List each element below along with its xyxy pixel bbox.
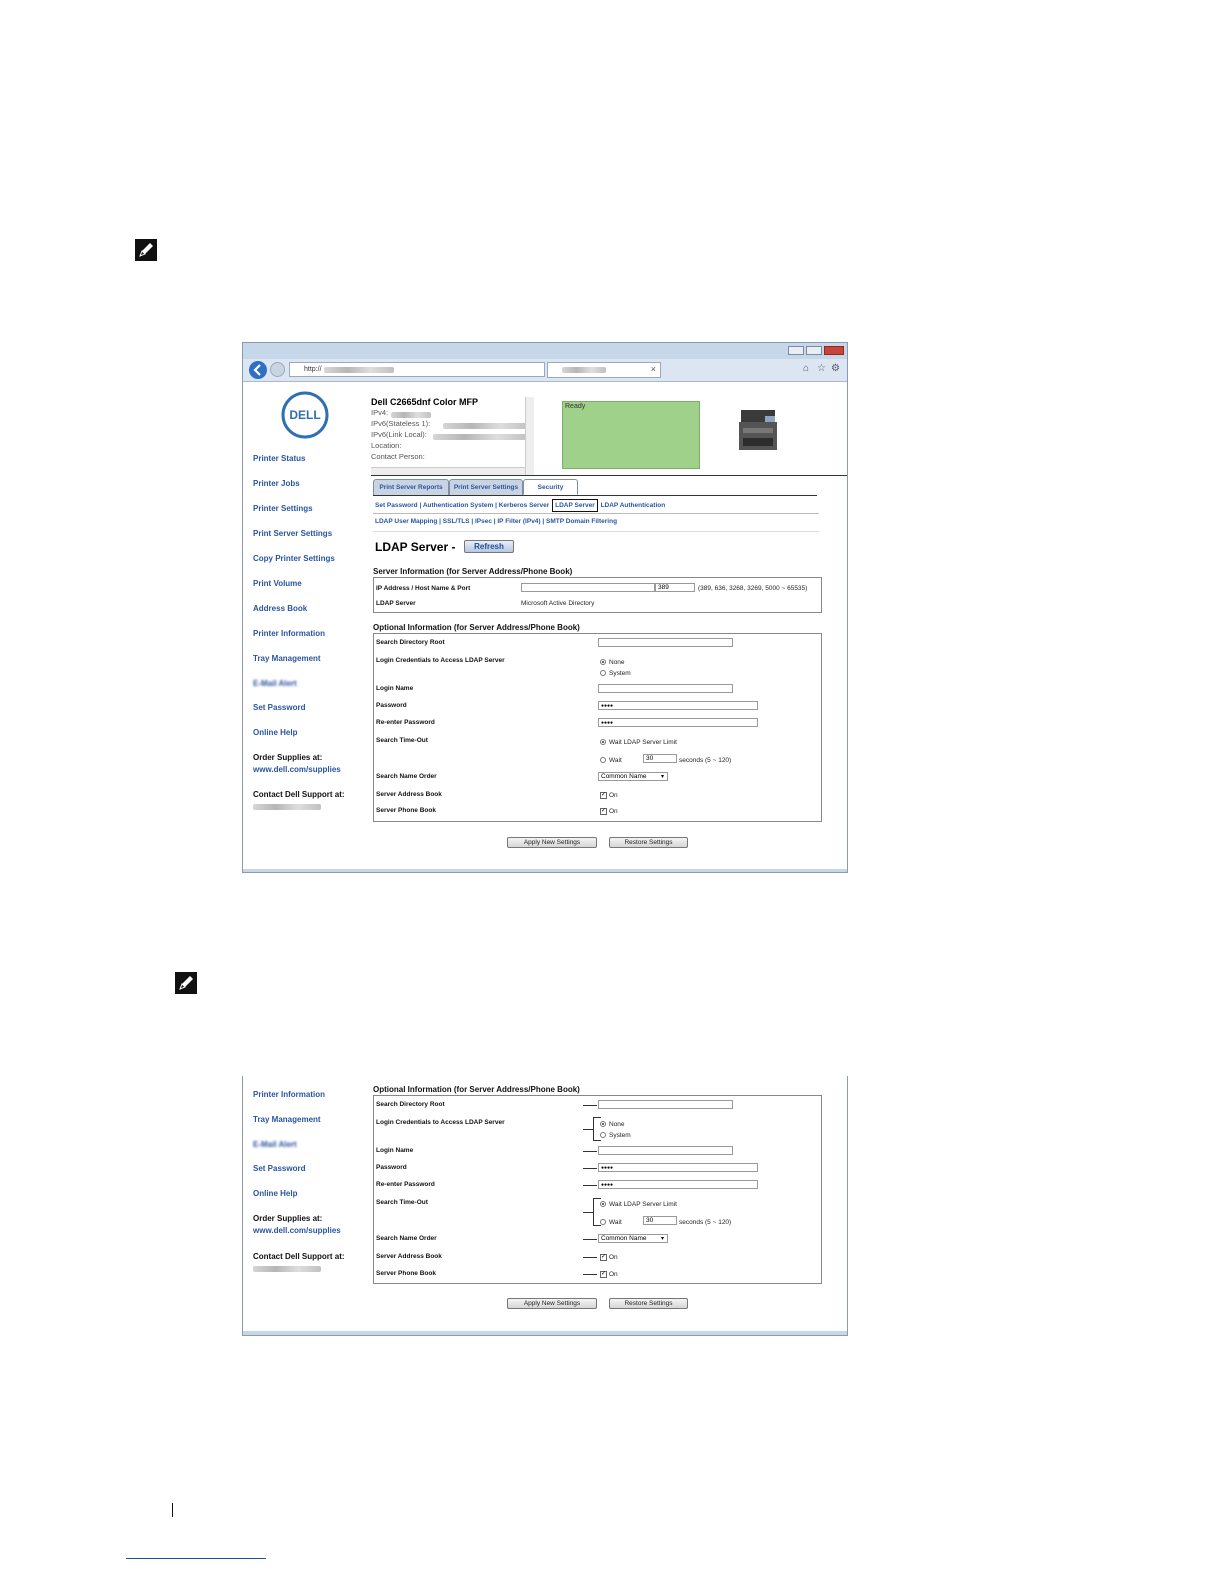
radio-wait[interactable]: [600, 757, 606, 763]
sidebar-item-email-alert[interactable]: E-Mail Alert: [253, 679, 297, 688]
status-panel: [562, 401, 700, 469]
search-directory-root-label: Search Directory Root: [376, 639, 445, 646]
order-supplies-label: Order Supplies at:: [253, 753, 323, 762]
reenter-password-input[interactable]: ●●●●: [598, 1180, 758, 1189]
ip-address-input[interactable]: [521, 583, 655, 592]
contact-support-label: Contact Dell Support at:: [253, 1252, 345, 1261]
printer-title: Dell C2665dnf Color MFP: [371, 397, 479, 407]
server-phone-book-checkbox[interactable]: ✓: [601, 808, 607, 814]
printer-image: [735, 406, 781, 456]
server-address-book-checkbox[interactable]: ✓: [601, 1254, 607, 1260]
search-directory-root-label: Search Directory Root: [376, 1101, 445, 1108]
back-icon[interactable]: [249, 361, 267, 379]
info-hscrollbar[interactable]: [371, 467, 525, 475]
server-phone-book-on: On: [609, 808, 618, 815]
status-text: Ready: [565, 403, 586, 410]
sidebar-item-set-password[interactable]: Set Password: [253, 703, 306, 712]
browser-screenshot-optional-info: [242, 1076, 848, 1336]
search-directory-root-input[interactable]: [598, 1100, 733, 1109]
search-name-order-select[interactable]: [598, 1234, 668, 1243]
window-bottom-border: [243, 1331, 847, 1336]
tab-print-server-reports[interactable]: Print Server Reports: [373, 479, 449, 495]
callout-line: [583, 1105, 597, 1106]
server-address-book-label: Server Address Book: [376, 1253, 442, 1260]
radio-wait-ldap-limit[interactable]: [600, 1201, 606, 1207]
security-links-row1: Set Password | Authentication System | Kerberos Server LDAP Server LDAP Authentication: [375, 502, 665, 509]
radio-wait-label: Wait: [609, 757, 622, 764]
callout-line: [583, 1274, 597, 1275]
sidebar-item-copy-printer-settings[interactable]: Copy Printer Settings: [253, 554, 335, 563]
apply-new-settings-button[interactable]: Apply New Settings: [507, 1298, 597, 1309]
favorites-star-icon[interactable]: ☆: [817, 363, 826, 374]
ipv4-label: IPv4:: [371, 408, 389, 417]
chevron-down-icon: ▾: [660, 1236, 664, 1242]
ldap-server-value: Microsoft Active Directory: [521, 600, 595, 607]
wait-seconds-hint: seconds (5 ~ 120): [679, 757, 732, 764]
link-ldap-server[interactable]: LDAP Server: [552, 499, 598, 512]
server-address-book-on: On: [609, 792, 618, 799]
dell-logo: [281, 391, 329, 439]
search-name-order-select[interactable]: [598, 772, 668, 781]
ldap-server-label: LDAP Server: [376, 600, 416, 607]
note-icon: [174, 971, 198, 995]
radio-wait-ldap-limit-label: Wait LDAP Server Limit: [609, 1201, 677, 1208]
maximize-button[interactable]: [806, 346, 822, 355]
server-address-book-label: Server Address Book: [376, 791, 442, 798]
home-icon[interactable]: ⌂: [803, 363, 810, 374]
address-text: http://: [304, 366, 322, 373]
window-titlebar: [243, 343, 847, 359]
sidebar-item-email-alert[interactable]: E-Mail Alert: [253, 1140, 297, 1149]
reenter-password-label: Re-enter Password: [376, 719, 435, 726]
sidebar-item-printer-settings[interactable]: Printer Settings: [253, 504, 313, 513]
password-input[interactable]: ●●●●: [598, 701, 758, 710]
sidebar-item-printer-information[interactable]: Printer Information: [253, 629, 326, 638]
links-divider: [373, 513, 819, 514]
radio-system-label: System: [609, 1132, 631, 1139]
radio-system-label: System: [609, 670, 631, 677]
callout-line: [583, 1151, 597, 1152]
forward-icon[interactable]: [270, 362, 285, 377]
server-info-title: Server Information (for Server Address/Phone Book): [373, 567, 573, 576]
ip-address-label: IP Address / Host Name & Port: [376, 585, 471, 592]
sidebar-item-tray-management[interactable]: Tray Management: [253, 654, 321, 663]
callout-line: [583, 1239, 597, 1240]
contact-person-label: Contact Person:: [371, 452, 425, 461]
callout-bracket: [593, 1117, 601, 1141]
radio-wait-ldap-limit[interactable]: [600, 739, 606, 745]
sidebar-item-address-book[interactable]: Address Book: [253, 604, 308, 613]
chevron-down-icon: ▾: [660, 774, 664, 780]
svg-text:DELL: DELL: [289, 408, 321, 422]
sidebar-item-print-volume[interactable]: Print Volume: [253, 579, 302, 588]
password-label: Password: [376, 1164, 407, 1171]
callout-line: [583, 1168, 597, 1169]
server-phone-book-label: Server Phone Book: [376, 1270, 436, 1277]
radio-system[interactable]: [600, 1132, 606, 1138]
links-divider-2: [373, 531, 819, 532]
ipv6-stateless-label: IPv6(Stateless 1):: [371, 419, 431, 428]
search-name-order-label: Search Name Order: [376, 773, 437, 780]
sidebar-item-print-server-settings[interactable]: Print Server Settings: [253, 529, 333, 538]
sidebar-item-online-help[interactable]: Online Help: [253, 728, 298, 737]
tab-title-redacted: [562, 367, 606, 373]
password-label: Password: [376, 702, 407, 709]
radio-wait[interactable]: [600, 1219, 606, 1225]
callout-line: [583, 1257, 597, 1258]
browser-screenshot-ldap-server: [242, 342, 848, 873]
sidebar-item-tray-management[interactable]: Tray Management: [253, 1115, 321, 1124]
login-credentials-label: Login Credentials to Access LDAP Server: [376, 657, 505, 664]
tab-print-server-settings[interactable]: Print Server Settings: [449, 479, 523, 495]
radio-none[interactable]: [600, 659, 606, 665]
port-range-hint: (389, 636, 3268, 3269, 5000 ~ 65535): [698, 585, 808, 592]
callout-line: [583, 1185, 597, 1186]
search-timeout-label: Search Time-Out: [376, 1199, 428, 1206]
search-name-order-value: Common Name: [601, 773, 647, 780]
refresh-button[interactable]: Refresh: [464, 540, 514, 553]
password-input[interactable]: ●●●●: [598, 1163, 758, 1172]
link-ldap-authentication[interactable]: LDAP Authentication: [600, 502, 666, 509]
radio-none-label: None: [609, 1121, 625, 1128]
login-name-label: Login Name: [376, 1147, 414, 1154]
address-redacted: [324, 367, 394, 373]
login-name-input[interactable]: [598, 684, 733, 693]
minimize-button[interactable]: [788, 346, 804, 355]
window-bottom-border: [243, 869, 847, 873]
server-phone-book-label: Server Phone Book: [376, 807, 436, 814]
sidebar-item-printer-jobs[interactable]: Printer Jobs: [253, 479, 300, 488]
order-supplies-label: Order Supplies at:: [253, 1214, 323, 1223]
login-name-input[interactable]: [598, 1146, 733, 1155]
gear-icon[interactable]: ⚙: [831, 363, 840, 374]
close-button[interactable]: [824, 346, 844, 355]
link-kerberos-server[interactable]: Kerberos Server: [498, 502, 550, 509]
contact-support-redacted: [253, 1266, 321, 1272]
order-supplies-link[interactable]: www.dell.com/supplies: [253, 1226, 341, 1235]
contact-support-label: Contact Dell Support at:: [253, 790, 345, 799]
footer-rule: [172, 1503, 173, 1517]
callout-line: [583, 1212, 593, 1213]
info-scrollbar[interactable]: [525, 397, 534, 475]
ipv4-redacted: [391, 412, 431, 418]
sidebar-item-online-help[interactable]: Online Help: [253, 1189, 298, 1198]
wait-seconds-input[interactable]: 30: [643, 754, 677, 763]
callout-line: [583, 1129, 593, 1130]
page-title: LDAP Server -: [375, 540, 456, 554]
radio-system[interactable]: [600, 670, 606, 676]
reenter-password-input[interactable]: ●●●●: [598, 718, 758, 727]
wait-seconds-input[interactable]: 30: [643, 1216, 677, 1225]
port-input[interactable]: 389: [655, 583, 695, 592]
tab-divider: [373, 495, 817, 496]
sidebar-item-printer-status[interactable]: Printer Status: [253, 454, 306, 463]
wait-seconds-hint: seconds (5 ~ 120): [679, 1219, 732, 1226]
contact-support-redacted: [253, 804, 321, 810]
search-timeout-label: Search Time-Out: [376, 737, 428, 744]
footer-link-underline: [126, 1558, 266, 1559]
server-phone-book-checkbox[interactable]: ✓: [601, 1271, 607, 1277]
login-name-label: Login Name: [376, 685, 414, 692]
ipv6-redacted: [443, 423, 529, 429]
search-directory-root-input[interactable]: [598, 638, 733, 647]
link-set-password[interactable]: Set Password: [375, 502, 418, 509]
login-credentials-label: Login Credentials to Access LDAP Server: [376, 1119, 505, 1126]
location-label: Location:: [371, 441, 402, 450]
radio-none[interactable]: [600, 1121, 606, 1127]
address-bar[interactable]: [289, 362, 545, 377]
server-address-book-on: On: [609, 1254, 618, 1261]
apply-new-settings-button[interactable]: Apply New Settings: [507, 837, 597, 848]
close-tab-icon[interactable]: ×: [650, 364, 656, 374]
server-address-book-checkbox[interactable]: ✓: [601, 792, 607, 798]
optional-info-title: Optional Information (for Server Address/Phone Book): [373, 623, 580, 632]
ipv6-link-label: IPv6(Link Local):: [371, 430, 427, 439]
search-name-order-label: Search Name Order: [376, 1235, 437, 1242]
browser-toolbar: [243, 359, 847, 382]
security-links-row2[interactable]: LDAP User Mapping | SSL/TLS | IPsec | IP Filter (IPv4) | SMTP Domain Filtering: [375, 518, 618, 525]
server-phone-book-on: On: [609, 1271, 618, 1278]
radio-wait-ldap-limit-label: Wait LDAP Server Limit: [609, 739, 677, 746]
radio-none-label: None: [609, 659, 625, 666]
order-supplies-link[interactable]: www.dell.com/supplies: [253, 765, 341, 774]
optional-info-title: Optional Information (for Server Address/Phone Book): [373, 1085, 580, 1094]
restore-settings-button[interactable]: Restore Settings: [609, 1298, 688, 1309]
restore-settings-button[interactable]: Restore Settings: [609, 837, 688, 848]
browser-tab[interactable]: [547, 362, 661, 378]
header-divider: [371, 475, 847, 476]
search-name-order-value: Common Name: [601, 1235, 647, 1242]
ipv6-link-redacted: [433, 434, 529, 440]
sidebar-item-printer-information[interactable]: Printer Information: [253, 1090, 326, 1099]
link-authentication-system[interactable]: Authentication System: [422, 502, 494, 509]
sidebar-item-set-password[interactable]: Set Password: [253, 1164, 306, 1173]
printer-info-panel: [371, 397, 535, 473]
radio-wait-label: Wait: [609, 1219, 622, 1226]
reenter-password-label: Re-enter Password: [376, 1181, 435, 1188]
tab-security[interactable]: Security: [523, 479, 578, 495]
note-icon: [134, 238, 158, 262]
